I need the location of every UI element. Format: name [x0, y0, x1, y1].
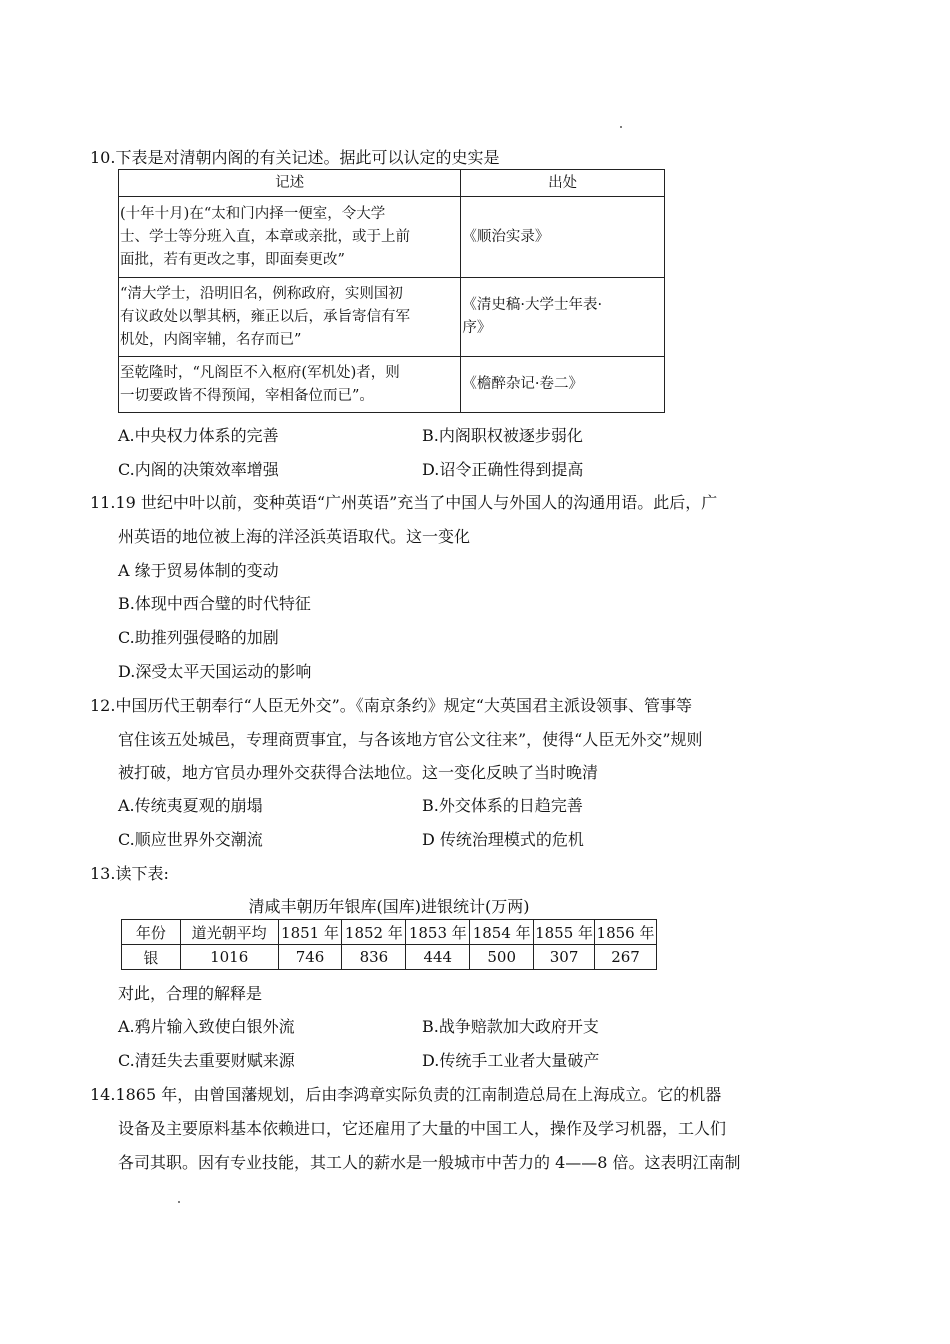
q10-row2-desc: “清大学士，沿明旧名，例称政府，实则国初 有议政处以掣其柄，雍正以后，承旨寄信有军 机处，内阁宰辅，名存而已”: [119, 278, 461, 357]
q10-row2-source: 《清史稿·大学士年表· 序》: [461, 278, 665, 357]
q13-col-header: 1855 年: [534, 920, 595, 945]
q13-cell: 银: [122, 945, 181, 970]
q10-stem: 10.下表是对清朝内阁的有关记述。据此可以认定的史实是: [90, 148, 500, 167]
q12-option-b[interactable]: B.外交体系的日趋完善: [422, 796, 583, 815]
q10-row3-desc: 至乾隆时，“凡阁臣不入枢府(军机处)者，则 一切要政皆不得预闻，宰相备位而已”。: [119, 357, 461, 413]
q13-cell: 307: [534, 945, 595, 970]
q12-option-d[interactable]: D 传统治理模式的危机: [422, 830, 584, 849]
q12-option-a[interactable]: A.传统夷夏观的崩塌: [118, 796, 263, 815]
q10-row3-source: 《檐醉杂记·卷二》: [461, 357, 665, 413]
q13-cell: 500: [470, 945, 534, 970]
q13-col-header: 1851 年: [278, 920, 342, 945]
q13-col-header: 年份: [122, 920, 181, 945]
q10-option-d[interactable]: D.诏令正确性得到提高: [422, 460, 584, 479]
q11-option-a[interactable]: A 缘于贸易体制的变动: [118, 561, 279, 580]
q12-stem-line3: 被打破，地方官员办理外交获得合法地位。这一变化反映了当时晚清: [118, 763, 599, 782]
q10-table-header-source: 出处: [461, 170, 665, 197]
q13-stem: 13.读下表:: [90, 864, 169, 883]
q13-col-header: 1853 年: [406, 920, 470, 945]
q11-stem-line2: 州英语的地位被上海的洋泾浜英语取代。这一变化: [118, 527, 471, 546]
q13-col-header: 道光朝平均: [180, 920, 278, 945]
q10-option-a[interactable]: A.中央权力体系的完善: [118, 426, 279, 445]
q14-stem-line3: 各司其职。因有专业技能，其工人的薪水是一般城市中苦力的 4——8 倍。这表明江南制: [118, 1153, 741, 1172]
q13-cell: 836: [342, 945, 406, 970]
q13-col-header: 1856 年: [595, 920, 657, 945]
q11-option-c[interactable]: C.助推列强侵略的加剧: [118, 628, 279, 647]
q11-option-b[interactable]: B.体现中西合璧的时代特征: [118, 594, 311, 613]
q13-after-text: 对此，合理的解释是: [118, 984, 263, 1003]
q14-stem-line2: 设备及主要原料基本依赖进口，它还雇用了大量的中国工人，操作及学习机器，工人们: [118, 1119, 727, 1138]
q10-table-header-desc: 记述: [119, 170, 461, 197]
q12-option-c[interactable]: C.顺应世界外交潮流: [118, 830, 263, 849]
q13-silver-table: [121, 919, 657, 970]
q13-col-header: 1854 年: [470, 920, 534, 945]
q10-option-b[interactable]: B.内阁职权被逐步弱化: [422, 426, 583, 445]
q11-option-d[interactable]: D.深受太平天国运动的影响: [118, 662, 312, 681]
q10-option-c[interactable]: C.内阁的决策效率增强: [118, 460, 279, 479]
q10-row1-source: 《顺治实录》: [461, 197, 665, 278]
q13-option-a[interactable]: A.鸦片输入致使白银外流: [118, 1017, 295, 1036]
q14-stem-line1: 14.1865 年，由曾国藩规划，后由李鸿章实际负责的江南制造总局在上海成立。它的机器: [90, 1085, 722, 1104]
q13-option-d[interactable]: D.传统手工业者大量破产: [422, 1051, 600, 1070]
q11-stem-line1: 11.19 世纪中叶以前，变种英语“广州英语”充当了中国人与外国人的沟通用语。此后，广: [90, 493, 718, 512]
q12-stem-line2: 官住该五处城邑，专理商贾事宜，与各该地方官公文往来”，使得“人臣无外交”规则: [118, 730, 703, 749]
q13-table-data-row: [122, 945, 657, 970]
q13-option-c[interactable]: C.清廷失去重要财赋来源: [118, 1051, 295, 1070]
q13-cell: 746: [278, 945, 342, 970]
q12-stem-line1: 12.中国历代王朝奉行“人臣无外交”。《南京条约》规定“大英国君主派设领事、管事等: [90, 696, 692, 715]
q13-cell: 267: [595, 945, 657, 970]
q13-cell: 444: [406, 945, 470, 970]
q13-table-title: 清咸丰朝历年银库(国库)进银统计(万两): [248, 897, 530, 916]
scan-dot-bottom: [178, 1201, 180, 1203]
q13-cell: 1016: [180, 945, 278, 970]
q10-row1-desc: (十年十月)在“太和门内择一便室，令大学 士、学士等分班入直，本章或亲批，或于上前 面批，若有更改之事，即面奏更改”: [119, 197, 461, 278]
q13-col-header: 1852 年: [342, 920, 406, 945]
q13-table-header-row: [122, 920, 657, 945]
q13-option-b[interactable]: B.战争赔款加大政府开支: [422, 1017, 599, 1036]
scan-dot-top: [620, 126, 622, 128]
q10-table: [118, 169, 665, 413]
